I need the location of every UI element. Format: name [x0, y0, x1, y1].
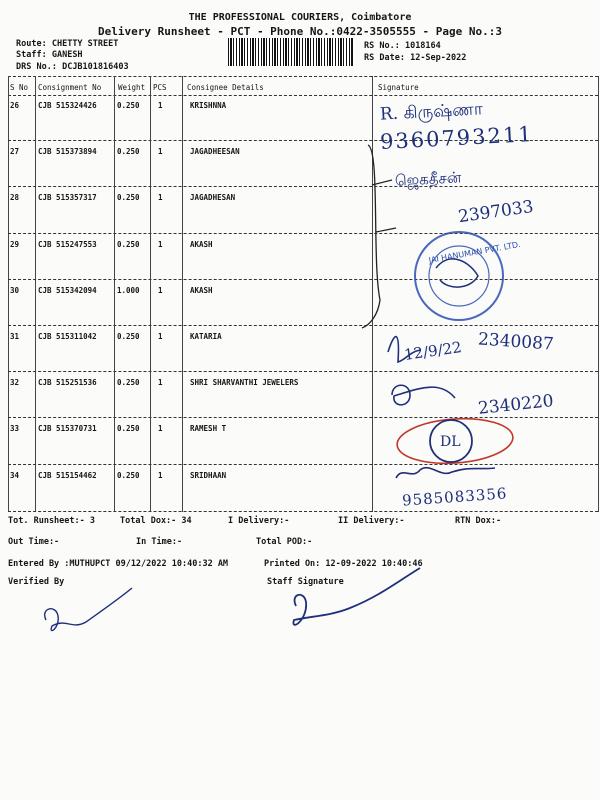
signature-row34: [396, 468, 495, 478]
cell-sno: 31: [10, 332, 20, 341]
cell-pcs: 1: [158, 239, 163, 249]
company-stamp: [415, 232, 521, 320]
cell-sno: 33: [10, 424, 20, 434]
cell-weight: 0.250: [117, 101, 140, 110]
total-pod: Total POD:-: [256, 537, 313, 547]
cell-weight: 0.250: [117, 470, 140, 480]
rs-no-label: RS No.:: [364, 41, 400, 51]
cell-sno: 34: [10, 470, 20, 480]
cell-sno: 26: [10, 101, 20, 110]
cell-consignee: RAMESH T: [190, 424, 227, 434]
drs-label: DRS No.:: [16, 62, 57, 72]
cell-consignment: CJB 515311042: [38, 332, 97, 341]
staff-signature-label: Staff Signature: [267, 577, 344, 587]
ii-delivery: II Delivery:-: [338, 516, 405, 526]
cell-pcs: 1: [158, 285, 163, 295]
cell-consignment: CJB 515357317: [38, 193, 97, 203]
rtn-dox: RTN Dox:-: [455, 516, 502, 526]
initials-text: DL: [440, 434, 461, 450]
handwritten-name-row26: R. கிருஷ்ணா: [379, 99, 484, 125]
col-header-weight: Weight: [118, 83, 146, 92]
col-header-consignment: Consignment No: [38, 83, 102, 92]
runsheet-title: Delivery Runsheet - PCT - Phone No.:0422-3505555 - Page No.:3: [98, 25, 502, 38]
cell-consignment: CJB 515154462: [38, 470, 97, 480]
i-delivery: I Delivery:-: [228, 516, 290, 526]
col-header-consignee: Consignee Details: [187, 83, 264, 92]
rs-date-label: RS Date:: [364, 53, 405, 63]
cell-weight: 0.250: [117, 424, 140, 434]
verified-by-signature: [45, 588, 132, 631]
staff-label: Staff:: [16, 50, 47, 60]
cell-pcs: 1: [158, 378, 163, 388]
handwritten-name-row27: ஜெகதீசன்: [394, 168, 462, 190]
route-label: Route:: [16, 39, 47, 49]
rs-date-value: 12-Sep-2022: [410, 53, 467, 63]
total-dox: Total Dox:- 34: [120, 516, 192, 526]
printed-on: Printed On: 12-09-2022 10:40:46: [264, 559, 423, 569]
cell-consignee: AKASH: [190, 285, 213, 295]
in-time: In Time:-: [136, 537, 183, 547]
col-header-signature: Signature: [378, 83, 419, 92]
cell-consignment: CJB 515373894: [38, 147, 97, 157]
cell-consignment: CJB 515324426: [38, 101, 97, 110]
cell-consignee: KRISHNNA: [190, 101, 227, 110]
rs-no-value: 1018164: [404, 41, 441, 51]
cell-pcs: 1: [158, 424, 163, 434]
cell-consignment: CJB 515370731: [38, 424, 97, 434]
signature-row33: [396, 415, 515, 467]
drs-value: DCJB101816403: [62, 62, 129, 72]
bracket-mark: [362, 145, 380, 328]
cell-pcs: 1: [158, 101, 163, 110]
cell-consignee: AKASH: [190, 239, 213, 249]
cell-pcs: 1: [158, 193, 163, 203]
signature-row31: [388, 337, 420, 362]
cell-sno: 32: [10, 378, 20, 388]
entered-by: Entered By :MUTHUPCT 09/12/2022 10:40:32 AM: [8, 559, 229, 569]
cell-sno: 28: [10, 193, 20, 203]
handwritten-number-row32: 2340220: [477, 391, 555, 419]
route-value: CHETTY STREET: [51, 39, 119, 49]
cell-consignment: CJB 515342094: [38, 285, 97, 295]
cell-consignment: CJB 515247553: [38, 239, 97, 249]
stamp-text: JAI HANUMAN PVT. LTD.: [428, 239, 522, 265]
total-runsheet: Tot. Runsheet:- 3: [8, 516, 95, 526]
verified-by-label: Verified By: [8, 577, 65, 587]
cell-sno: 30: [10, 285, 20, 295]
cell-consignment: CJB 515251536: [38, 378, 97, 388]
signature-row32: [392, 385, 455, 405]
cell-weight: 0.250: [117, 378, 140, 388]
cell-weight: 0.250: [117, 193, 140, 203]
company-name: THE PROFESSIONAL COURIERS, Coimbatore: [188, 12, 412, 23]
cell-pcs: 1: [158, 470, 163, 480]
cell-consignee: KATARIA: [190, 332, 222, 341]
table-bottom-rule: [8, 511, 598, 512]
out-time: Out Time:-: [8, 537, 60, 547]
cell-consignee: SRIDHAAN: [190, 470, 227, 480]
handwritten-phone-row26: 9360793211: [379, 121, 535, 155]
cell-pcs: 1: [158, 332, 163, 341]
col-header-sno: S No: [10, 83, 29, 92]
cell-weight: 1.000: [117, 285, 140, 295]
cell-weight: 0.250: [117, 239, 140, 249]
cell-sno: 27: [10, 147, 20, 157]
cell-consignee: JAGADHEESAN: [190, 147, 240, 157]
cell-consignee: SHRI SHARVANTHI JEWELERS: [190, 378, 299, 388]
col-header-pcs: PCS: [153, 83, 167, 92]
staff-value: GANESH: [51, 50, 83, 60]
cell-sno: 29: [10, 239, 20, 249]
cell-weight: 0.250: [117, 147, 140, 157]
handwritten-phone-row34: 9585083356: [401, 484, 508, 510]
cell-pcs: 1: [158, 147, 163, 157]
cell-weight: 0.250: [117, 332, 140, 341]
handwritten-number-row31: 2340087: [477, 329, 555, 355]
handwritten-number-row28: 2397033: [456, 196, 535, 228]
handwritten-date-row31: 12/9/22: [403, 338, 463, 364]
cell-consignee: JAGADHESAN: [190, 193, 236, 203]
